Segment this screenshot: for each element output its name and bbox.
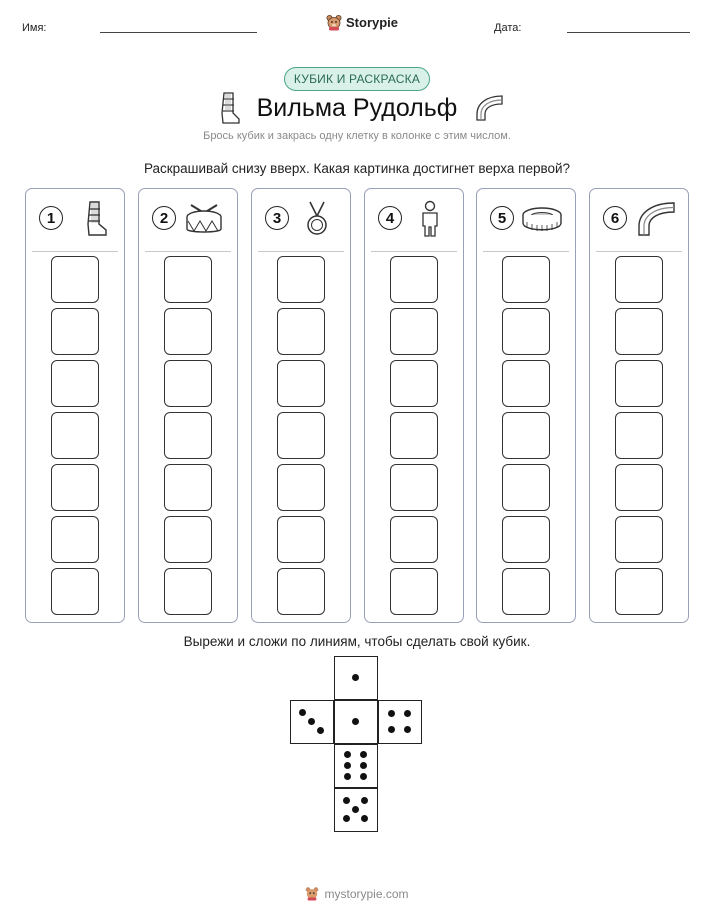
running-track-icon: [634, 199, 676, 239]
color-cell[interactable]: [164, 308, 212, 355]
dice-pip: [404, 726, 411, 733]
color-cell[interactable]: [615, 308, 663, 355]
color-cell[interactable]: [51, 256, 99, 303]
dice-column-6: [589, 188, 689, 623]
color-cell[interactable]: [390, 308, 438, 355]
dice-face-1: [334, 656, 378, 700]
dice-pip: [352, 806, 359, 813]
dice-face-6: [334, 744, 378, 788]
dice-pip: [352, 718, 359, 725]
column-number: 1: [39, 206, 63, 230]
color-cell[interactable]: [390, 464, 438, 511]
color-cell[interactable]: [615, 360, 663, 407]
date-line[interactable]: [567, 32, 690, 33]
color-cell[interactable]: [51, 360, 99, 407]
dice-pip: [361, 797, 368, 804]
color-cell[interactable]: [164, 360, 212, 407]
dice-pip: [299, 709, 306, 716]
brand-name: Storypie: [346, 15, 399, 30]
dice-pip: [404, 710, 411, 717]
name-line[interactable]: [100, 32, 257, 33]
color-cell[interactable]: [390, 256, 438, 303]
color-cell[interactable]: [277, 464, 325, 511]
color-cell[interactable]: [277, 568, 325, 615]
dice-column-2: [138, 188, 238, 623]
color-cell[interactable]: [502, 412, 550, 459]
color-cell[interactable]: [615, 256, 663, 303]
color-cell[interactable]: [615, 516, 663, 563]
dice-face-4: [378, 700, 422, 744]
bear-icon: [326, 14, 342, 31]
dice-pip: [317, 727, 324, 734]
color-cell[interactable]: [164, 516, 212, 563]
color-cell[interactable]: [164, 412, 212, 459]
column-header: [32, 189, 118, 252]
name-label: Имя:: [22, 22, 47, 34]
dice-pip: [361, 815, 368, 822]
color-cell[interactable]: [615, 464, 663, 511]
color-cell[interactable]: [164, 256, 212, 303]
stadium-icon: [521, 199, 563, 239]
dice-pip: [360, 762, 367, 769]
page-title: Вильма Рудольф: [256, 94, 458, 122]
color-cell[interactable]: [277, 516, 325, 563]
footer-url[interactable]: mystorypie.com: [324, 886, 409, 901]
bear-icon: [305, 886, 319, 901]
column-number: 4: [378, 206, 402, 230]
color-cell[interactable]: [615, 412, 663, 459]
column-number: 5: [490, 206, 514, 230]
color-cell[interactable]: [51, 412, 99, 459]
dice-column-3: [251, 188, 351, 623]
brand-logo: [326, 14, 398, 31]
color-cell[interactable]: [390, 568, 438, 615]
dice-pip: [352, 674, 359, 681]
color-cell[interactable]: [277, 256, 325, 303]
color-cell[interactable]: [502, 360, 550, 407]
dice-column-5: [476, 188, 576, 623]
column-number: 3: [265, 206, 289, 230]
color-cell[interactable]: [277, 412, 325, 459]
dice-pip: [344, 762, 351, 769]
color-cell[interactable]: [390, 360, 438, 407]
leg-brace-icon: [70, 199, 112, 239]
color-cell[interactable]: [277, 360, 325, 407]
dice-pip: [344, 773, 351, 780]
color-cell[interactable]: [51, 568, 99, 615]
column-header: [258, 189, 344, 252]
activity-badge: КУБИК И РАСКРАСКА: [284, 67, 430, 91]
color-cell[interactable]: [277, 308, 325, 355]
color-cell[interactable]: [164, 568, 212, 615]
cut-instruction: Вырежи и сложи по линиям, чтобы сделать свой кубик.: [183, 634, 531, 649]
dice-face-5: [334, 788, 378, 832]
dice-pip: [344, 751, 351, 758]
running-track-icon: [474, 92, 504, 122]
dice-pip: [360, 773, 367, 780]
column-number: 2: [152, 206, 176, 230]
dice-pip: [308, 718, 315, 725]
dice-pip: [360, 751, 367, 758]
drum-icon: [183, 199, 225, 239]
color-cell[interactable]: [502, 256, 550, 303]
coloring-instruction: Раскрашивай снизу вверх. Какая картинка достигнет верха первой?: [143, 161, 571, 176]
dice-pip: [343, 815, 350, 822]
color-cell[interactable]: [51, 308, 99, 355]
date-label: Дата:: [494, 22, 522, 34]
color-cell[interactable]: [164, 464, 212, 511]
color-cell[interactable]: [390, 412, 438, 459]
column-header: [145, 189, 231, 252]
subtitle: Брось кубик и закрась одну клетку в колонке с этим числом.: [203, 130, 511, 142]
color-cell[interactable]: [502, 568, 550, 615]
column-header: [596, 189, 682, 252]
column-header: [371, 189, 457, 252]
footer: [0, 886, 714, 901]
color-cell[interactable]: [502, 464, 550, 511]
medal-icon: [296, 199, 338, 239]
color-cell[interactable]: [615, 568, 663, 615]
color-cell[interactable]: [390, 516, 438, 563]
color-cell[interactable]: [502, 516, 550, 563]
dice-face-1: [334, 700, 378, 744]
person-icon: [409, 199, 451, 239]
color-cell[interactable]: [51, 464, 99, 511]
dice-column-4: [364, 188, 464, 623]
dice-pip: [388, 726, 395, 733]
dice-pip: [343, 797, 350, 804]
dice-column-1: [25, 188, 125, 623]
color-cell[interactable]: [51, 516, 99, 563]
color-cell[interactable]: [502, 308, 550, 355]
column-header: [483, 189, 569, 252]
dice-pip: [388, 710, 395, 717]
dice-face-3: [290, 700, 334, 744]
column-number: 6: [603, 206, 627, 230]
